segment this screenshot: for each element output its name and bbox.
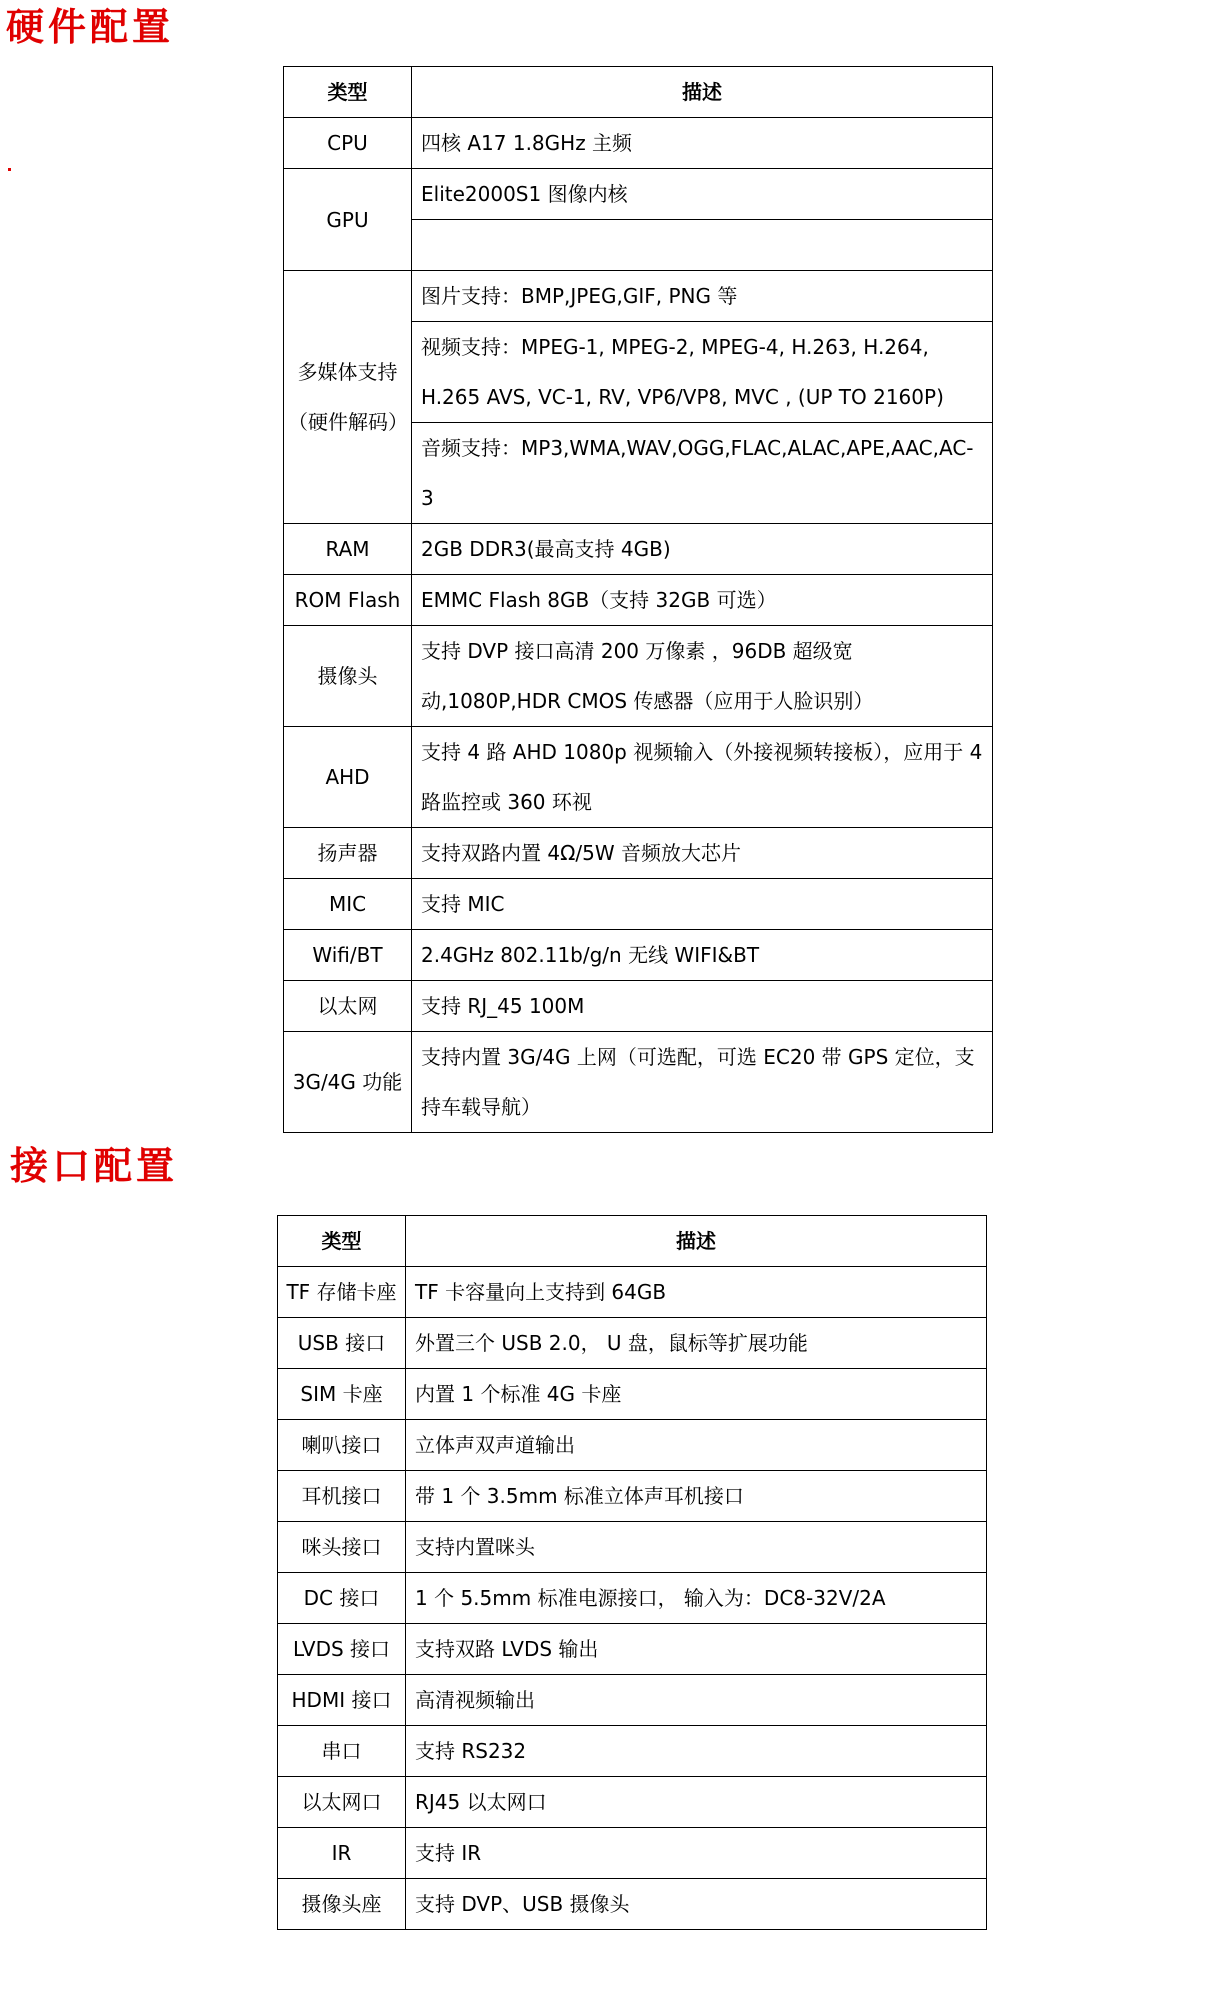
table-row	[284, 626, 993, 727]
table-row	[284, 1032, 993, 1133]
row-type: 耳机接口	[278, 1471, 406, 1522]
interface-section-title: 接口配置	[10, 1143, 179, 1188]
header-type: 类型	[284, 67, 412, 118]
table-row	[278, 1726, 987, 1777]
table-row	[278, 1318, 987, 1369]
table-row	[284, 575, 993, 626]
row-type: MIC	[284, 879, 412, 930]
table-row	[284, 981, 993, 1032]
hardware-spec-table	[283, 66, 993, 1133]
row-description	[412, 220, 993, 271]
row-description: 支持 MIC	[412, 879, 993, 930]
row-type: DC 接口	[278, 1573, 406, 1624]
row-description: Elite2000S1 图像内核	[412, 169, 993, 220]
row-type: USB 接口	[278, 1318, 406, 1369]
row-description: RJ45 以太网口	[406, 1777, 987, 1828]
row-type: 多媒体支持（硬件解码）	[284, 271, 412, 524]
row-description: 支持 IR	[406, 1828, 987, 1879]
table-row	[278, 1420, 987, 1471]
table-row	[284, 169, 993, 220]
row-description: 支持双路内置 4Ω/5W 音频放大芯片	[412, 828, 993, 879]
row-type: IR	[278, 1828, 406, 1879]
row-description: 内置 1 个标准 4G 卡座	[406, 1369, 987, 1420]
row-description: TF 卡容量向上支持到 64GB	[406, 1267, 987, 1318]
row-type: 摄像头座	[278, 1879, 406, 1930]
table-row	[278, 1369, 987, 1420]
table-row	[278, 1777, 987, 1828]
table-row	[284, 118, 993, 169]
row-type: 喇叭接口	[278, 1420, 406, 1471]
table-row	[284, 727, 993, 828]
table-row	[278, 1471, 987, 1522]
row-description: 支持 RS232	[406, 1726, 987, 1777]
row-description: 图片支持：BMP,JPEG,GIF, PNG 等	[412, 271, 993, 322]
table-header-row	[278, 1216, 987, 1267]
row-type: 串口	[278, 1726, 406, 1777]
table-row	[284, 271, 993, 322]
row-description: 立体声双声道输出	[406, 1420, 987, 1471]
row-description: 支持内置咪头	[406, 1522, 987, 1573]
row-type: 摄像头	[284, 626, 412, 727]
hardware-section-title: 硬件配置	[6, 4, 175, 49]
row-description: 2GB DDR3(最高支持 4GB)	[412, 524, 993, 575]
row-description: 支持 DVP 接口高清 200 万像素 ，96DB 超级宽动,1080P,HDR CMOS 传感器（应用于人脸识别）	[412, 626, 993, 727]
row-description: 支持双路 LVDS 输出	[406, 1624, 987, 1675]
row-description: 支持 4 路 AHD 1080p 视频输入（外接视频转接板），应用于 4 路监控或 360 环视	[412, 727, 993, 828]
row-type: 以太网	[284, 981, 412, 1032]
table-row	[278, 1828, 987, 1879]
table-row	[284, 879, 993, 930]
table-row	[284, 930, 993, 981]
row-description: 外置三个 USB 2.0， U 盘，鼠标等扩展功能	[406, 1318, 987, 1369]
row-description: 带 1 个 3.5mm 标准立体声耳机接口	[406, 1471, 987, 1522]
row-type: RAM	[284, 524, 412, 575]
table-row	[278, 1879, 987, 1930]
row-type: ROM Flash	[284, 575, 412, 626]
row-description: 支持 RJ_45 100M	[412, 981, 993, 1032]
table-row	[278, 1624, 987, 1675]
header-type: 类型	[278, 1216, 406, 1267]
table-header-row	[284, 67, 993, 118]
row-type: CPU	[284, 118, 412, 169]
interface-table-body	[278, 1267, 987, 1930]
row-description: 支持 DVP、USB 摄像头	[406, 1879, 987, 1930]
row-type: SIM 卡座	[278, 1369, 406, 1420]
table-row	[284, 828, 993, 879]
row-description: 视频支持：MPEG-1, MPEG-2, MPEG-4, H.263, H.264, H.265 AVS, VC-1, RV, VP6/VP8, MVC , (UP TO 2160P)	[412, 322, 993, 423]
row-description: 音频支持：MP3,WMA,WAV,OGG,FLAC,ALAC,APE,AAC,AC-3	[412, 423, 993, 524]
row-description: EMMC Flash 8GB（支持 32GB 可选）	[412, 575, 993, 626]
table-row	[278, 1267, 987, 1318]
row-type: 3G/4G 功能	[284, 1032, 412, 1133]
row-description: 支持内置 3G/4G 上网（可选配，可选 EC20 带 GPS 定位，支持车载导航）	[412, 1032, 993, 1133]
row-type: 以太网口	[278, 1777, 406, 1828]
table-row	[278, 1573, 987, 1624]
row-type: HDMI 接口	[278, 1675, 406, 1726]
header-desc: 描述	[412, 67, 993, 118]
row-type: LVDS 接口	[278, 1624, 406, 1675]
row-description: 2.4GHz 802.11b/g/n 无线 WIFI&BT	[412, 930, 993, 981]
hardware-table-body	[284, 118, 993, 1133]
row-type: TF 存储卡座	[278, 1267, 406, 1318]
row-type: AHD	[284, 727, 412, 828]
row-description: 高清视频输出	[406, 1675, 987, 1726]
stray-red-mark	[8, 168, 11, 171]
row-description: 1 个 5.5mm 标准电源接口， 输入为：DC8-32V/2A	[406, 1573, 987, 1624]
table-row	[284, 524, 993, 575]
row-type: Wifi/BT	[284, 930, 412, 981]
table-row	[278, 1675, 987, 1726]
row-type: 咪头接口	[278, 1522, 406, 1573]
row-type: 扬声器	[284, 828, 412, 879]
interface-spec-table	[277, 1215, 987, 1930]
row-description: 四核 A17 1.8GHz 主频	[412, 118, 993, 169]
table-row	[278, 1522, 987, 1573]
header-desc: 描述	[406, 1216, 987, 1267]
row-type: GPU	[284, 169, 412, 271]
